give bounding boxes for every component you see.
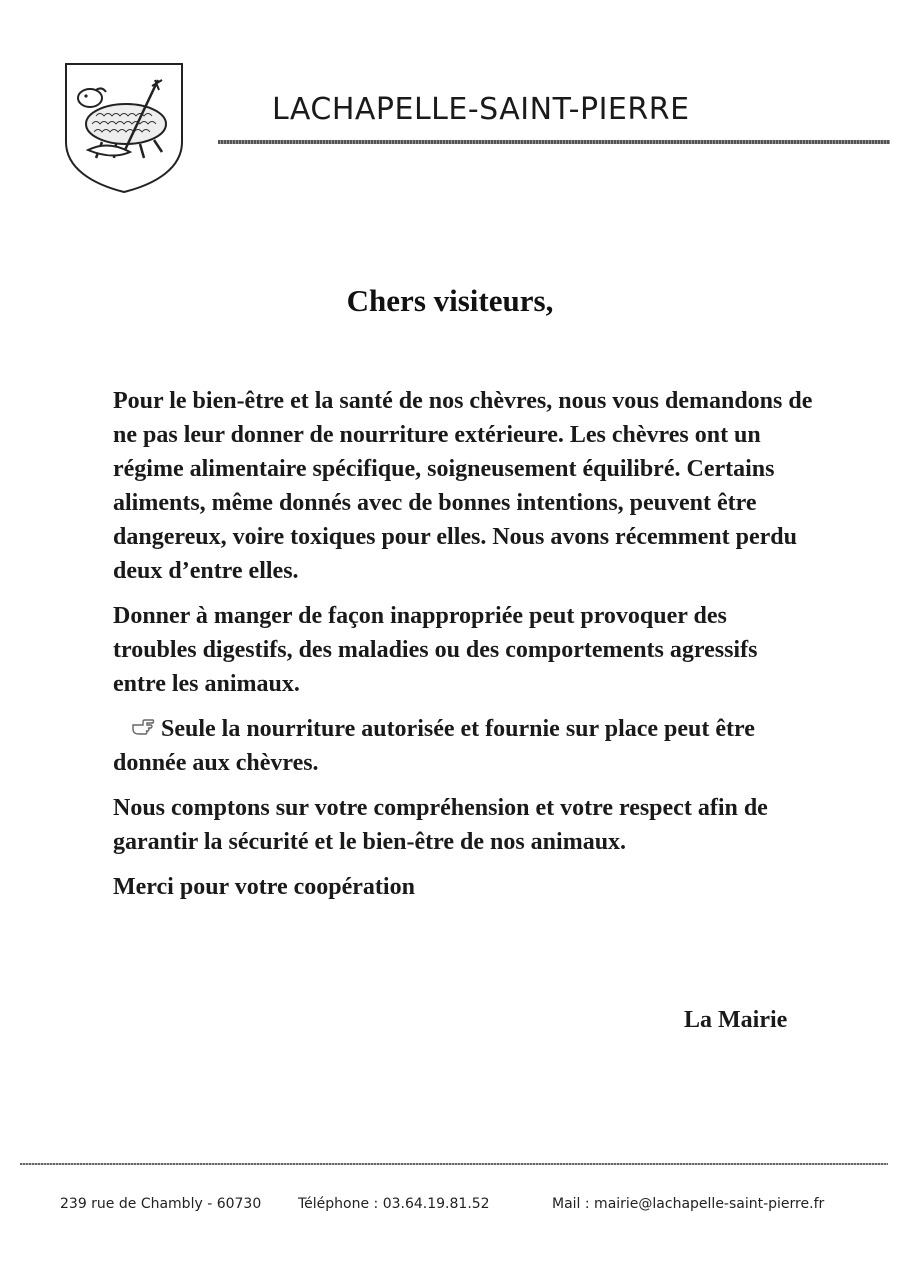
footer-address: 239 rue de Chambly - 60730: [60, 1196, 262, 1212]
header-divider: [218, 140, 890, 144]
authorized-food-text: Seule la nourriture autorisée et fournie sur place peut être donnée aux chèvres.: [113, 716, 755, 776]
coat-of-arms-icon: [62, 60, 186, 194]
pointing-hand-icon: [131, 717, 155, 739]
paragraph-understanding: Nous comptons sur votre compréhension et votre respect afin de garantir la sécurité et le bien-être de nos animaux.: [113, 795, 768, 855]
page-title: LACHAPELLE-SAINT-PIERRE: [272, 92, 690, 127]
footer-divider: [20, 1163, 888, 1165]
signature: La Mairie: [684, 1007, 788, 1033]
paragraph-health-risks: Donner à manger de façon inappropriée peut provoquer des troubles digestifs, des maladies ou des comportements agressifs entre les animaux.: [113, 603, 758, 697]
footer-phone: Téléphone : 03.64.19.81.52: [298, 1196, 490, 1212]
footer-mail: Mail : mairie@lachapelle-saint-pierre.fr: [552, 1196, 825, 1212]
paragraph-thanks: Merci pour votre coopération: [113, 874, 415, 900]
paragraph-authorized-food: [113, 712, 813, 780]
letter-body: [113, 384, 813, 915]
greeting-heading: Chers visiteurs,: [346, 283, 554, 318]
paragraph-feeding-rules: Pour le bien-être et la santé de nos chèvres, nous vous demandons de ne pas leur donner de nourriture extérieure. Les chèvres ont un régime alimentaire spécifique, soigneusement équilibré. Certains aliments, même donnés avec de bonnes intentions, peuvent être dangereux, voire toxiques pour elles. Nous avons récemment perdu deux d’entre elles.: [113, 388, 813, 584]
